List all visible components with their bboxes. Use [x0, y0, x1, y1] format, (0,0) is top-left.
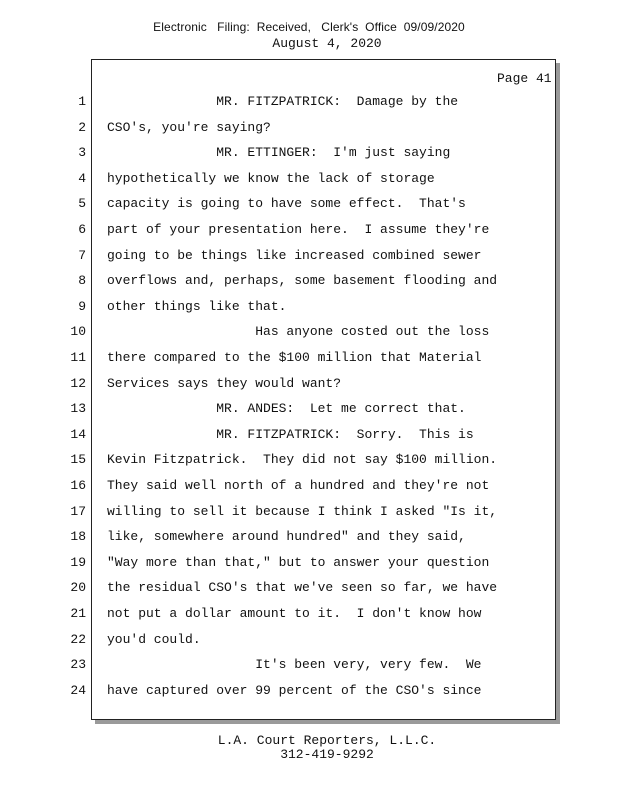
line-number: 6 — [78, 222, 86, 237]
transcript-line — [0, 350, 618, 370]
line-number: 24 — [70, 682, 86, 698]
line-text: "Way more than that," but to answer your question — [107, 554, 490, 570]
line-number: 8 — [78, 273, 86, 289]
line-text: willing to sell it because I think I asked "Is it, — [107, 503, 498, 519]
line-number: 7 — [78, 247, 86, 263]
line-number: 1 — [78, 94, 86, 109]
transcript-line — [0, 632, 618, 652]
line-number: 22 — [70, 631, 86, 647]
line-number: 21 — [70, 606, 86, 621]
line-number: 9 — [78, 298, 86, 314]
filing-stamp: Electronic Filing: Received, Clerk's Office 09/09/2020 — [153, 20, 465, 34]
transcript-line — [0, 376, 618, 396]
hearing-date: August 4, 2020 — [272, 36, 382, 51]
line-number: 13 — [70, 401, 86, 417]
transcript-line — [0, 683, 618, 703]
transcript-line — [0, 145, 618, 165]
transcript-line — [0, 94, 618, 114]
transcript-line — [0, 171, 618, 191]
line-text: there compared to the $100 million that Material — [107, 350, 482, 365]
line-text: It's been very, very few. We — [107, 657, 482, 673]
line-number: 14 — [70, 426, 86, 442]
line-number: 20 — [70, 580, 86, 596]
line-number: 18 — [70, 529, 86, 545]
line-text: you'd could. — [107, 631, 201, 647]
line-text: other things like that. — [107, 298, 287, 314]
transcript-line — [0, 606, 618, 626]
line-text: overflows and, perhaps, some basement flooding and — [107, 273, 498, 289]
line-text: MR. ETTINGER: I'm just saying — [107, 145, 451, 161]
line-number: 11 — [70, 350, 86, 365]
transcript-line — [0, 657, 618, 677]
line-number: 15 — [70, 452, 86, 468]
line-text: hypothetically we know the lack of storage — [107, 170, 435, 186]
line-text: capacity is going to have some effect. That's — [107, 196, 466, 212]
line-number: 16 — [70, 478, 86, 493]
reporter-phone: 312-419-9292 — [280, 747, 374, 762]
transcript-line — [0, 324, 618, 344]
reporter-company: L.A. Court Reporters, L.L.C. — [217, 733, 437, 748]
line-number: 4 — [78, 170, 86, 186]
line-text: part of your presentation here. I assume they're — [107, 222, 490, 237]
line-number: 23 — [70, 657, 86, 673]
line-number: 3 — [78, 145, 86, 161]
transcript-line — [0, 452, 618, 472]
line-text: Services says they would want? — [107, 375, 342, 391]
line-number: 12 — [70, 375, 86, 391]
transcript-line — [0, 299, 618, 319]
transcript-line — [0, 222, 618, 242]
line-text: MR. FITZPATRICK: Sorry. This is — [107, 426, 474, 442]
line-number: 17 — [70, 503, 86, 519]
transcript-line — [0, 248, 618, 268]
transcript-line — [0, 478, 618, 498]
line-number: 5 — [78, 196, 86, 212]
line-text: CSO's, you're saying? — [107, 119, 271, 135]
transcript-line — [0, 401, 618, 421]
line-number: 19 — [70, 554, 86, 570]
transcript-line — [0, 580, 618, 600]
line-number: 2 — [78, 119, 86, 135]
page-number: Page 41 — [497, 71, 552, 86]
line-text: going to be things like increased combined sewer — [107, 247, 482, 263]
line-text: have captured over 99 percent of the CSO's since — [107, 682, 482, 698]
line-text: not put a dollar amount to it. I don't know how — [107, 606, 482, 621]
transcript-line — [0, 555, 618, 575]
line-number: 10 — [70, 324, 86, 340]
transcript-line — [0, 529, 618, 549]
line-text: the residual CSO's that we've seen so far, we have — [107, 580, 498, 596]
line-text: MR. ANDES: Let me correct that. — [107, 401, 466, 417]
transcript-line — [0, 504, 618, 524]
line-text: MR. FITZPATRICK: Damage by the — [107, 94, 459, 109]
transcript-line — [0, 273, 618, 293]
transcript-line — [0, 427, 618, 447]
transcript-line — [0, 196, 618, 216]
line-text: like, somewhere around hundred" and they said, — [107, 529, 466, 545]
line-text: They said well north of a hundred and they're not — [107, 478, 490, 493]
line-text: Has anyone costed out the loss — [107, 324, 490, 340]
line-text: Kevin Fitzpatrick. They did not say $100 million. — [107, 452, 498, 468]
transcript-line — [0, 120, 618, 140]
